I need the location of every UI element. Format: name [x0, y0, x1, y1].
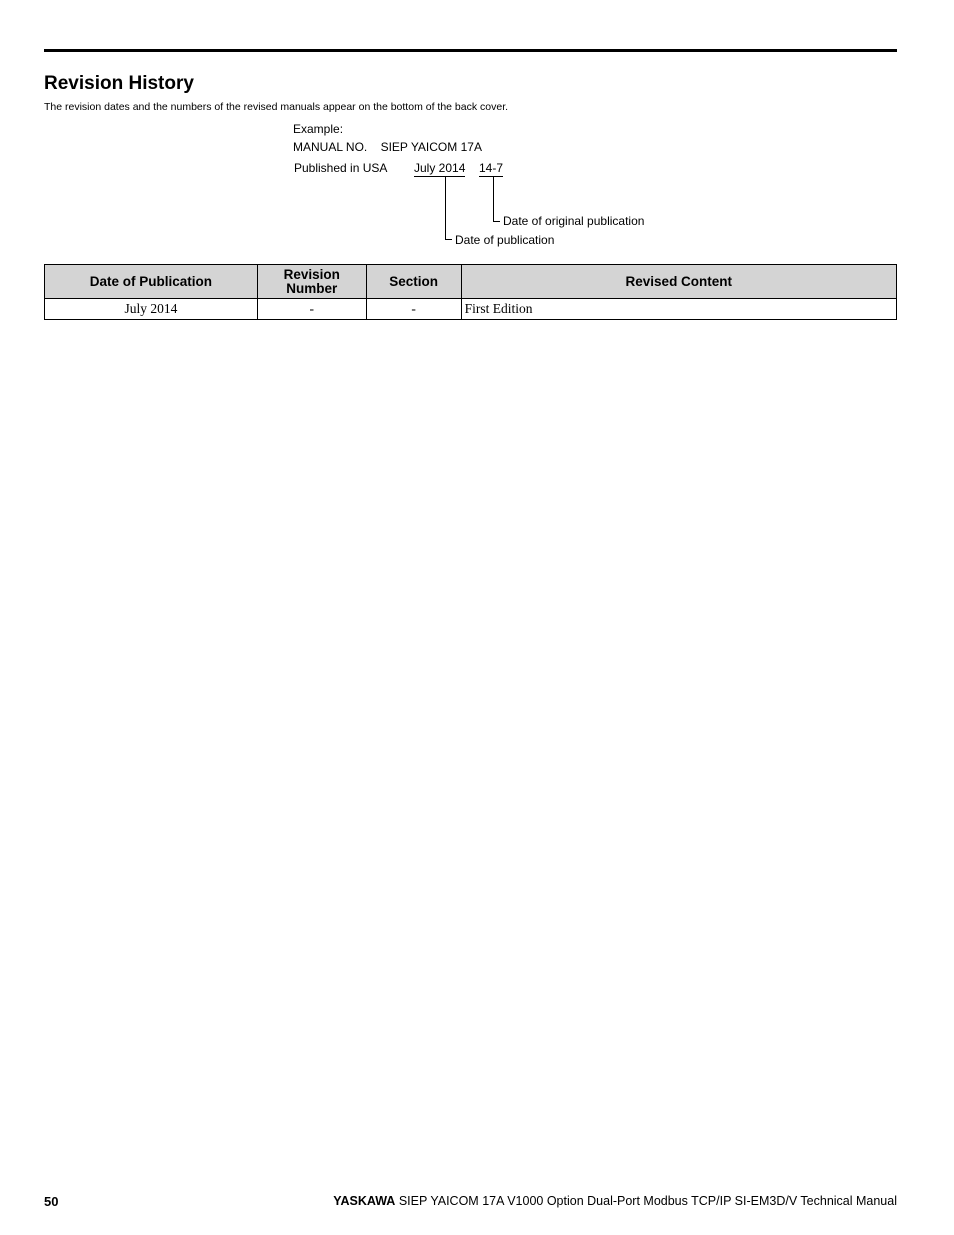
callout-tick-publication: [445, 239, 452, 240]
header-revision-number: Revision Number: [257, 265, 366, 299]
table-header-row: [45, 265, 897, 299]
example-published: Published in USA: [294, 161, 388, 175]
footer-title: [333, 1194, 897, 1208]
callout-line-publication: [445, 177, 446, 240]
page-number: 50: [44, 1194, 59, 1209]
callout-line-original: [493, 177, 494, 222]
intro-text: The revision dates and the numbers of the revised manuals appear on the bottom of the back cover.: [44, 101, 509, 113]
footer-brand: YASKAWA: [333, 1194, 396, 1208]
cell-date: July 2014: [45, 299, 258, 320]
page-title: Revision History: [44, 73, 194, 94]
callout-original-label: Date of original publication: [503, 214, 645, 228]
example-code: 14-7: [479, 161, 504, 175]
table-row: [45, 299, 897, 320]
header-revised-content: Revised Content: [461, 265, 896, 299]
callout-tick-original: [493, 221, 500, 222]
footer-manual-title: SIEP YAICOM 17A V1000 Option Dual-Port Modbus TCP/IP SI-EM3D/V Technical Manual: [398, 1194, 897, 1208]
cell-revised-content: First Edition: [461, 299, 896, 320]
cell-revision-number: -: [257, 299, 366, 320]
cell-section: -: [366, 299, 461, 320]
example-label: Example:: [293, 122, 344, 136]
example-date: July 2014: [414, 161, 466, 175]
callout-publication-label: Date of publication: [455, 233, 555, 247]
header-section: Section: [366, 265, 461, 299]
top-rule: [44, 49, 897, 52]
revision-table: [44, 264, 897, 320]
example-manual-no: MANUAL NO. SIEP YAICOM 17A: [293, 140, 482, 154]
header-date-of-publication: Date of Publication: [45, 265, 258, 299]
